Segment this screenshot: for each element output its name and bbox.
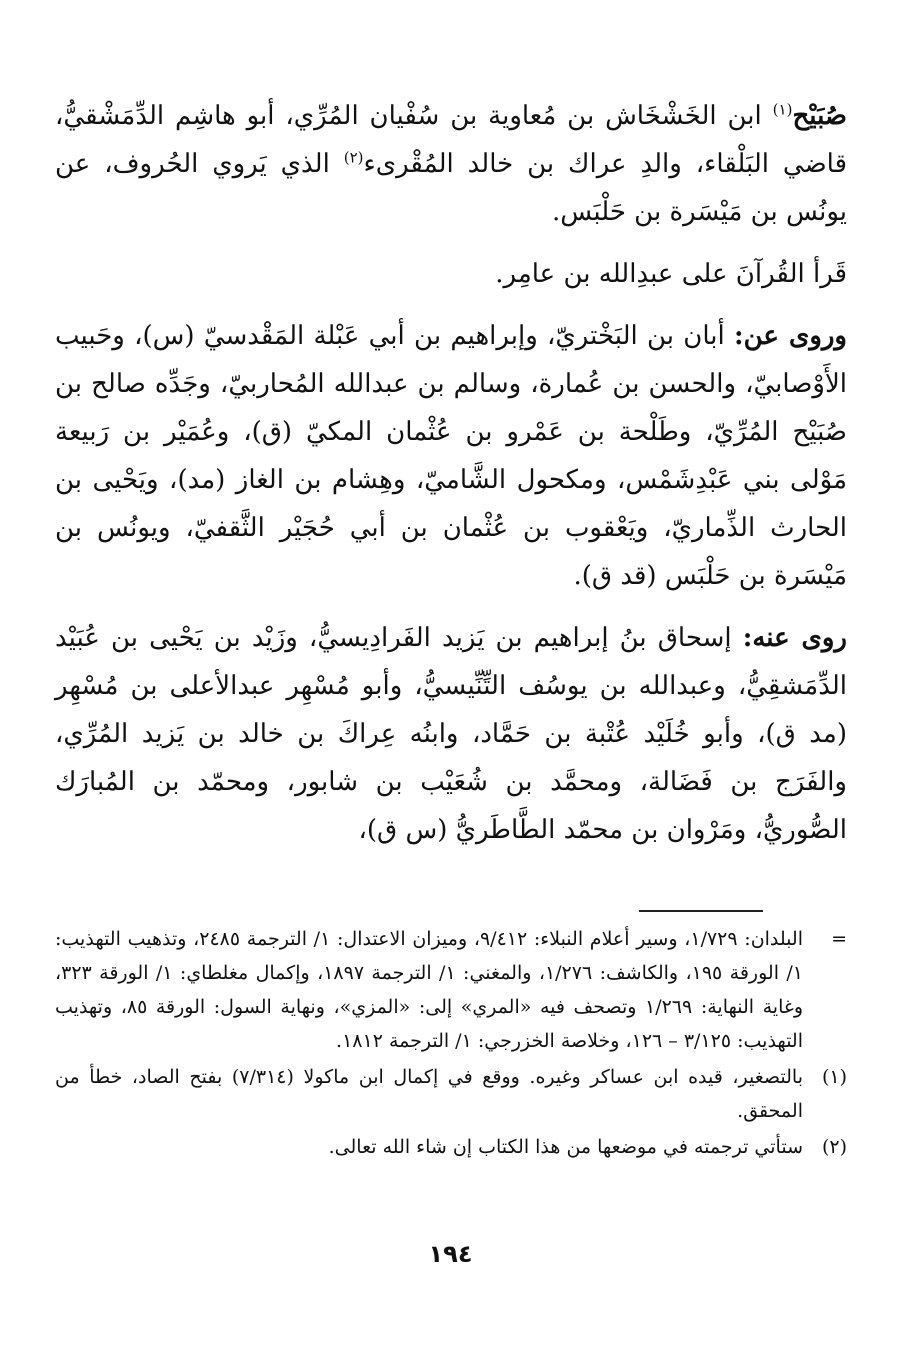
footnote-continuation	[55, 922, 847, 1058]
footnote-text: البلدان: ١/٧٢٩، وسير أعلام النبلاء: ٩/٤١٢، وميزان الاعتدال: ١/ الترجمة ٢٤٨٥، وتذهيب التهذيب: ١/ الورقة ١٩٥، والكاشف: ١/٢٧٦، والمغني: ١/ الترجمة ١٨٩٧، وإكمال مغلطاي: ١/ الورقة ٣٢٣، وغاية النهاية: ١/٢٦٩ وتصحف فيه «المري» إلى: «المزي»، ونهاية السول: الورقة ٨٥، وتهذيب التهذيب: ٣/١٢٥ – ١٢٦، وخلاصة الخزرجي: ١/ الترجمة ١٨١٢.	[55, 928, 804, 1052]
footnote-text: بالتصغير، قيده ابن عساكر وغيره. ووقع في إكمال ابن ماكولا (٧/٣١٤) بفتح الصاد، خطأ من المحقق.	[55, 1066, 803, 1122]
entry-text-a: ابن الخَشْخَاش بن مُعاوية بن سُفْيان المُرِّي، أبو هاشِم الدِّمَشْقيُّ، قاضي البَلْقاء، والدِ عراك بن خالد المُقْرىء	[55, 101, 847, 179]
footnote-text: ستأتي ترجمته في موضعها من هذا الكتاب إن شاء الله تعالى.	[328, 1136, 803, 1158]
narrated-from-label: وروى عن:	[734, 321, 847, 351]
footnote-marker: =	[831, 928, 847, 950]
entry-name: صُبَيْح	[792, 101, 847, 131]
narrated-from-text: أبان بن البَخْتريّ، وإبراهيم بن أبي عَبْلة المَقْدسيّ (س)، وحَبيب الأَوْصابيّ، والحسن بن عُمارة، وسالم بن عبدالله المُحاربيّ، وجَدِّه صالح بن صُبَيْح المُرِّيّ، وطَلْحة بن عَمْرو بن عُثْمان المكيّ (ق)، وعُمَيْر بن رَبيعة مَوْلى بني عَبْدِشَمْس، ومكحول الشَّاميّ، وهِشام بن الغاز (مد)، ويَحْيى بن الحارث الذِّماريّ، ويَعْقوب بن عُثْمان بن أبي حُجَيْر الثَّقفيّ، ويونُس بن مَيْسَرة بن حَلْبَس (قد ق).	[55, 321, 847, 591]
narrated-from-paragraph	[55, 312, 847, 600]
narrated-by-paragraph	[55, 614, 847, 854]
footnote-marker: (١)	[821, 1066, 847, 1088]
narrated-by-text: إسحاق بنُ إبراهيم بن يَزيد الفَرادِيسيُّ، وزَيْد بن يَحْيى بن عُبَيْد الدِّمَشقِيُّ، وعبدالله بن يوسُف التِّنِّيسيُّ، وأبو مُسْهِر عبدالأعلى بن مُسْهِر (مد ق)، وأبو خُلَيْد عُتْبة بن حَمَّاد، وابنُه عِراكَ بن خالد بن يَزيد المُرِّي، والفَرَج بن فَضَالة، ومحمَّد بن شُعَيْب بن شابور، ومحمّد بن المُبارَك الصُّوريُّ، ومَرْوان بن محمّد الطَّاطَريُّ (س ق)،	[55, 623, 847, 845]
quran-reading-paragraph: قَرأ القُرآنَ على عبدِالله بن عامِر.	[495, 259, 847, 289]
entry-heading-paragraph	[55, 92, 847, 236]
footnote-1	[55, 1060, 847, 1128]
footnote-ref-2: (٢)	[343, 148, 364, 167]
footnote-divider	[639, 910, 763, 912]
main-text	[55, 92, 847, 868]
footnote-2	[55, 1130, 847, 1164]
narrated-by-label: روى عنه:	[742, 623, 847, 653]
entry-text-b: الذي يَروي الحُروف، عن يونُس بن مَيْسَرة بن حَلْبَس.	[55, 149, 847, 227]
page-number: ١٩٤	[428, 1240, 473, 1268]
footnote-marker: (٢)	[821, 1136, 847, 1158]
footnote-ref-1: (١)	[772, 100, 793, 119]
footnotes	[55, 922, 847, 1166]
